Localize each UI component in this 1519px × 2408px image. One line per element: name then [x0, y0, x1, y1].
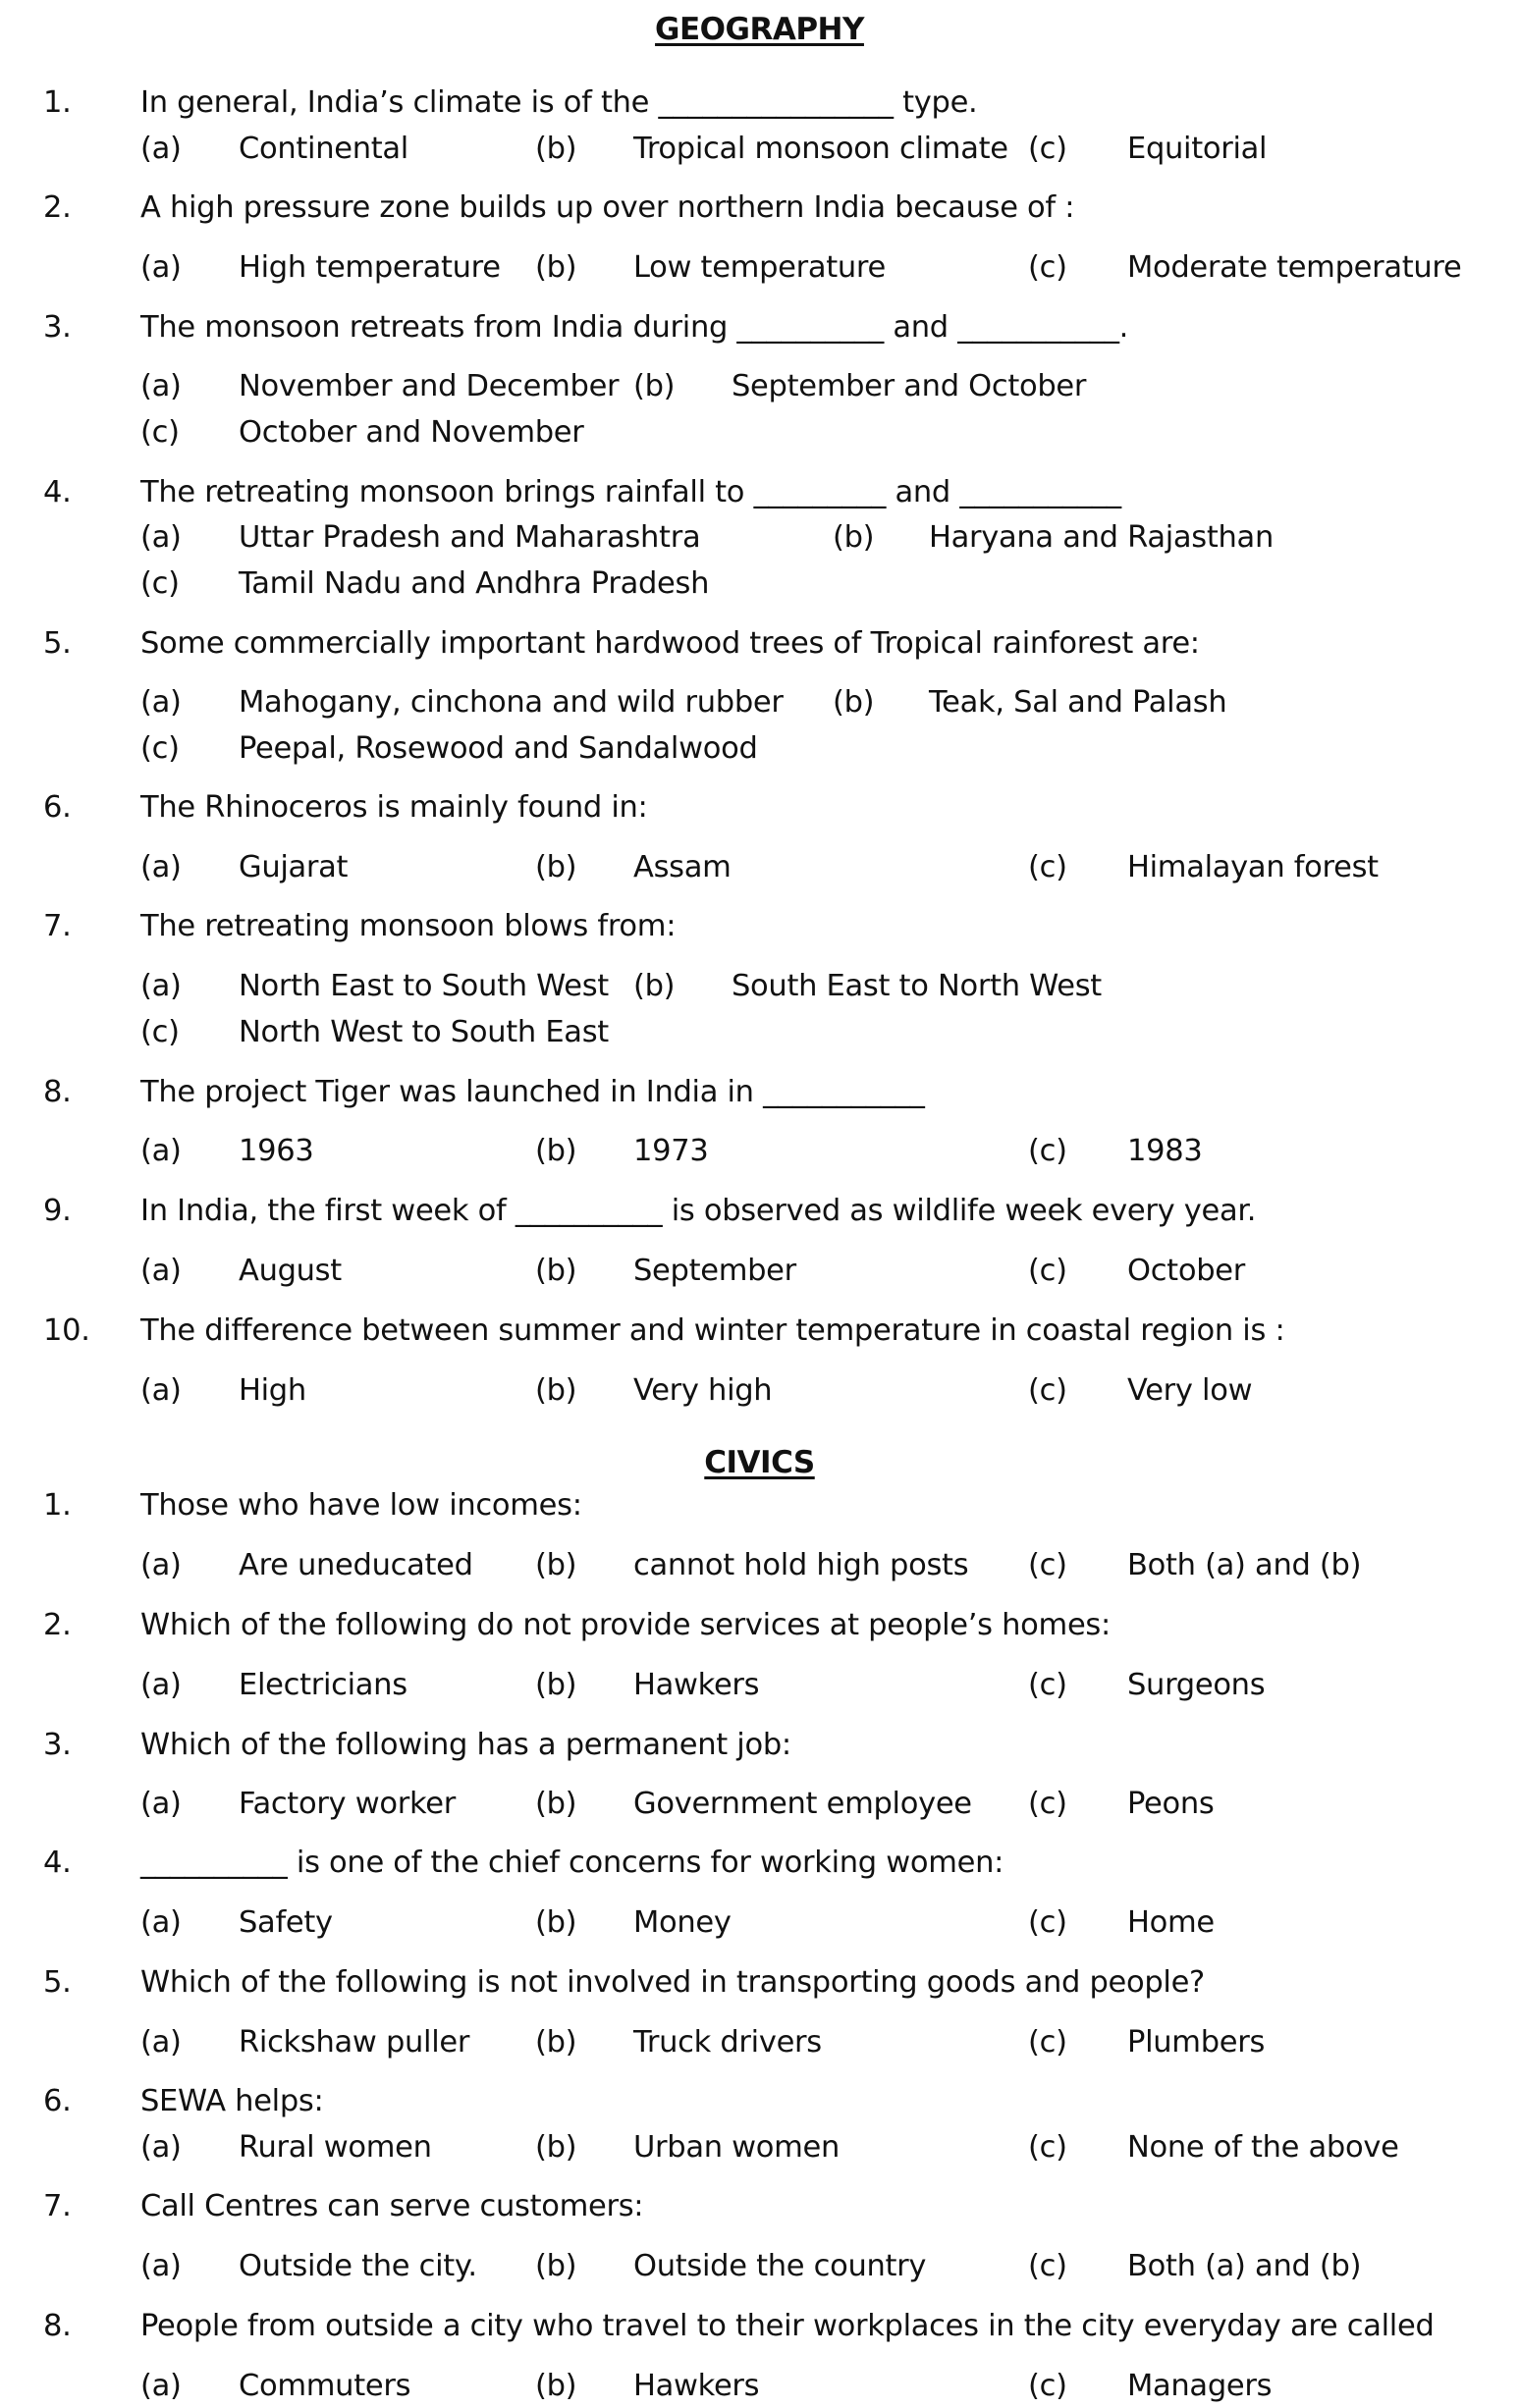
options-row: [0, 2245, 1519, 2288]
question-row: [0, 2305, 1519, 2348]
option-a-label: (a): [140, 369, 182, 403]
option-b-label: (b): [535, 2249, 577, 2283]
question-text: People from outside a city who travel to their workplaces in the city everyday are called: [140, 2309, 1435, 2343]
option-a-label: (a): [140, 520, 182, 555]
option-a: Electricians: [239, 1668, 407, 1702]
option-a-label: (a): [140, 2025, 182, 2060]
option-c-label: (c): [1028, 2249, 1067, 2283]
question-text: __________ is one of the chief concerns for working women:: [140, 1846, 1004, 1880]
option-c-label: (c): [1028, 1134, 1067, 1168]
option-c-label: (c): [1028, 1254, 1067, 1288]
option-a-label: (a): [140, 132, 182, 166]
option-a-label: (a): [140, 1254, 182, 1288]
option-c: Equitorial: [1127, 132, 1268, 166]
option-b-label: (b): [535, 2130, 577, 2165]
option-b: Very high: [633, 1373, 773, 1408]
option-a-label: (a): [140, 250, 182, 285]
question-text: The monsoon retreats from India during __________ and ___________.: [140, 310, 1129, 345]
question-row: [0, 471, 1519, 514]
option-c-label: (c): [1028, 1548, 1067, 1582]
option-c: October: [1127, 1254, 1245, 1288]
options-row: [0, 681, 1519, 724]
option-a: Rickshaw puller: [239, 2025, 470, 2060]
option-c: October and November: [239, 415, 584, 450]
option-b-label: (b): [535, 1134, 577, 1168]
option-b-label: (b): [535, 250, 577, 285]
question-row: [0, 1961, 1519, 2005]
question-number: 9.: [43, 1194, 72, 1228]
options-row: [0, 365, 1519, 408]
question-number: 3.: [43, 1728, 72, 1762]
option-a: Mahogany, cinchona and wild rubber: [239, 685, 784, 720]
options-row: [0, 411, 1519, 455]
option-b: Hawkers: [633, 2369, 760, 2403]
option-a: Factory worker: [239, 1787, 456, 1821]
option-b-label: (b): [535, 1905, 577, 1940]
option-b: Tropical monsoon climate: [633, 132, 1008, 166]
question-number: 2.: [43, 1608, 72, 1642]
option-a: Uttar Pradesh and Maharashtra: [239, 520, 701, 555]
options-row: [0, 965, 1519, 1008]
option-b: Low temperature: [633, 250, 886, 285]
option-b-label: (b): [535, 1787, 577, 1821]
question-text: Which of the following do not provide services at people’s homes:: [140, 1608, 1111, 1642]
option-a: North East to South West: [239, 969, 609, 1003]
question-number: 5.: [43, 1965, 72, 2000]
question-number: 6.: [43, 2084, 72, 2118]
options-row: [0, 562, 1519, 606]
option-c: Plumbers: [1127, 2025, 1266, 2060]
option-c-label: (c): [1028, 2025, 1067, 2060]
option-c-label: (c): [1028, 1373, 1067, 1408]
question-row: [0, 1604, 1519, 1647]
options-row: [0, 1369, 1519, 1413]
options-row: [0, 128, 1519, 171]
option-b-label: (b): [535, 1373, 577, 1408]
option-b-label: (b): [535, 2369, 577, 2403]
question-text: The retreating monsoon blows from:: [140, 909, 677, 943]
question-text: The Rhinoceros is mainly found in:: [140, 790, 648, 825]
option-a-label: (a): [140, 850, 182, 884]
question-row: [0, 905, 1519, 948]
question-row: [0, 306, 1519, 349]
question-text: Which of the following has a permanent job:: [140, 1728, 791, 1762]
option-b: Teak, Sal and Palash: [929, 685, 1227, 720]
option-c: Both (a) and (b): [1127, 1548, 1362, 1582]
option-c-label: (c): [1028, 250, 1067, 285]
option-a-label: (a): [140, 969, 182, 1003]
option-b: Assam: [633, 850, 732, 884]
option-b: Urban women: [633, 2130, 841, 2165]
option-a-label: (a): [140, 1787, 182, 1821]
option-b-label: (b): [535, 2025, 577, 2060]
option-c-label: (c): [1028, 132, 1067, 166]
option-b-label: (b): [633, 369, 676, 403]
option-b: cannot hold high posts: [633, 1548, 969, 1582]
question-text: SEWA helps:: [140, 2084, 324, 2118]
question-number: 1.: [43, 1488, 72, 1523]
question-row: [0, 2185, 1519, 2228]
question-row: [0, 622, 1519, 666]
option-a-label: (a): [140, 1668, 182, 1702]
option-c: Peons: [1127, 1787, 1215, 1821]
option-a: Safety: [239, 1905, 333, 1940]
question-text: In India, the first week of __________ is observed as wildlife week every year.: [140, 1194, 1257, 1228]
option-a: Outside the city.: [239, 2249, 477, 2283]
option-b: Money: [633, 1905, 732, 1940]
option-b: Outside the country: [633, 2249, 927, 2283]
question-text: A high pressure zone builds up over northern India because of :: [140, 190, 1075, 225]
option-b-label: (b): [535, 1668, 577, 1702]
option-b-label: (b): [833, 685, 875, 720]
option-c: Peepal, Rosewood and Sandalwood: [239, 731, 758, 766]
question-text: Some commercially important hardwood trees of Tropical rainforest are:: [140, 626, 1200, 661]
options-row: [0, 1011, 1519, 1054]
question-row: [0, 1484, 1519, 1527]
options-row: [0, 1130, 1519, 1173]
option-b-label: (b): [535, 132, 577, 166]
option-c: Moderate temperature: [1127, 250, 1462, 285]
option-c: Both (a) and (b): [1127, 2249, 1362, 2283]
option-c-label: (c): [1028, 2130, 1067, 2165]
option-c: North West to South East: [239, 1015, 609, 1049]
option-b: 1973: [633, 1134, 709, 1168]
option-a-label: (a): [140, 2249, 182, 2283]
option-c-label: (c): [1028, 1905, 1067, 1940]
option-c-label: (c): [140, 731, 180, 766]
option-c: Home: [1127, 1905, 1215, 1940]
option-c-label: (c): [1028, 850, 1067, 884]
option-a-label: (a): [140, 685, 182, 720]
option-a: August: [239, 1254, 342, 1288]
option-c: Surgeons: [1127, 1668, 1266, 1702]
option-c-label: (c): [140, 566, 180, 601]
option-c-label: (c): [1028, 1787, 1067, 1821]
option-c-label: (c): [1028, 2369, 1067, 2403]
option-b-label: (b): [833, 520, 875, 555]
option-a: High temperature: [239, 250, 501, 285]
question-row: [0, 2080, 1519, 2123]
question-number: 10.: [43, 1313, 90, 1348]
question-row: [0, 187, 1519, 230]
option-a-label: (a): [140, 2369, 182, 2403]
option-b: September: [633, 1254, 796, 1288]
question-number: 7.: [43, 909, 72, 943]
option-b: September and October: [732, 369, 1087, 403]
question-text: The project Tiger was launched in India in ___________: [140, 1075, 925, 1109]
option-a: November and December: [239, 369, 620, 403]
options-row: [0, 246, 1519, 290]
question-row: [0, 1071, 1519, 1114]
question-text: Those who have low incomes:: [140, 1488, 582, 1523]
options-row: [0, 1783, 1519, 1826]
question-text: The retreating monsoon brings rainfall to _________ and ___________: [140, 475, 1121, 509]
question-number: 5.: [43, 626, 72, 661]
option-b-label: (b): [633, 969, 676, 1003]
question-number: 3.: [43, 310, 72, 345]
option-b: South East to North West: [732, 969, 1102, 1003]
option-c: Very low: [1127, 1373, 1253, 1408]
question-number: 8.: [43, 1075, 72, 1109]
option-a-label: (a): [140, 1373, 182, 1408]
option-a-label: (a): [140, 1905, 182, 1940]
options-row: [0, 727, 1519, 771]
question-number: 7.: [43, 2189, 72, 2223]
option-a-label: (a): [140, 2130, 182, 2165]
options-row: [0, 1250, 1519, 1293]
option-b-label: (b): [535, 850, 577, 884]
option-c-label: (c): [140, 1015, 180, 1049]
option-b-label: (b): [535, 1548, 577, 1582]
options-row: [0, 1901, 1519, 1945]
question-text: Call Centres can serve customers:: [140, 2189, 644, 2223]
options-row: [0, 1544, 1519, 1587]
question-row: [0, 1190, 1519, 1233]
option-b-label: (b): [535, 1254, 577, 1288]
option-a: Continental: [239, 132, 408, 166]
option-a: 1963: [239, 1134, 314, 1168]
options-row: [0, 846, 1519, 889]
option-c-label: (c): [140, 415, 180, 450]
question-number: 4.: [43, 1846, 72, 1880]
question-row: [0, 1724, 1519, 1767]
options-row: [0, 2126, 1519, 2169]
question-number: 2.: [43, 190, 72, 225]
section-title-geography: GEOGRAPHY: [655, 12, 864, 47]
option-a: Commuters: [239, 2369, 411, 2403]
question-text: In general, India’s climate is of the ________________ type.: [140, 85, 978, 120]
option-c: Tamil Nadu and Andhra Pradesh: [239, 566, 710, 601]
option-b: Hawkers: [633, 1668, 760, 1702]
question-row: [0, 786, 1519, 829]
question-text: Which of the following is not involved in transporting goods and people?: [140, 1965, 1205, 2000]
option-c-label: (c): [1028, 1668, 1067, 1702]
option-a-label: (a): [140, 1134, 182, 1168]
option-c: Himalayan forest: [1127, 850, 1379, 884]
option-a: Gujarat: [239, 850, 349, 884]
option-b: Haryana and Rajasthan: [929, 520, 1274, 555]
options-row: [0, 1664, 1519, 1707]
option-a-label: (a): [140, 1548, 182, 1582]
question-row: [0, 81, 1519, 125]
options-row: [0, 2365, 1519, 2408]
question-number: 6.: [43, 790, 72, 825]
section-title-civics: CIVICS: [704, 1445, 815, 1480]
question-number: 1.: [43, 85, 72, 120]
option-a: Rural women: [239, 2130, 432, 2165]
question-row: [0, 1310, 1519, 1353]
option-a: High: [239, 1373, 306, 1408]
option-a: Are uneducated: [239, 1548, 473, 1582]
options-row: [0, 516, 1519, 560]
question-number: 4.: [43, 475, 72, 509]
option-c: None of the above: [1127, 2130, 1399, 2165]
option-c: Managers: [1127, 2369, 1273, 2403]
question-row: [0, 1842, 1519, 1885]
question-text: The difference between summer and winter temperature in coastal region is :: [140, 1313, 1285, 1348]
options-row: [0, 2021, 1519, 2064]
option-c: 1983: [1127, 1134, 1203, 1168]
question-number: 8.: [43, 2309, 72, 2343]
option-b: Government employee: [633, 1787, 972, 1821]
option-b: Truck drivers: [633, 2025, 822, 2060]
